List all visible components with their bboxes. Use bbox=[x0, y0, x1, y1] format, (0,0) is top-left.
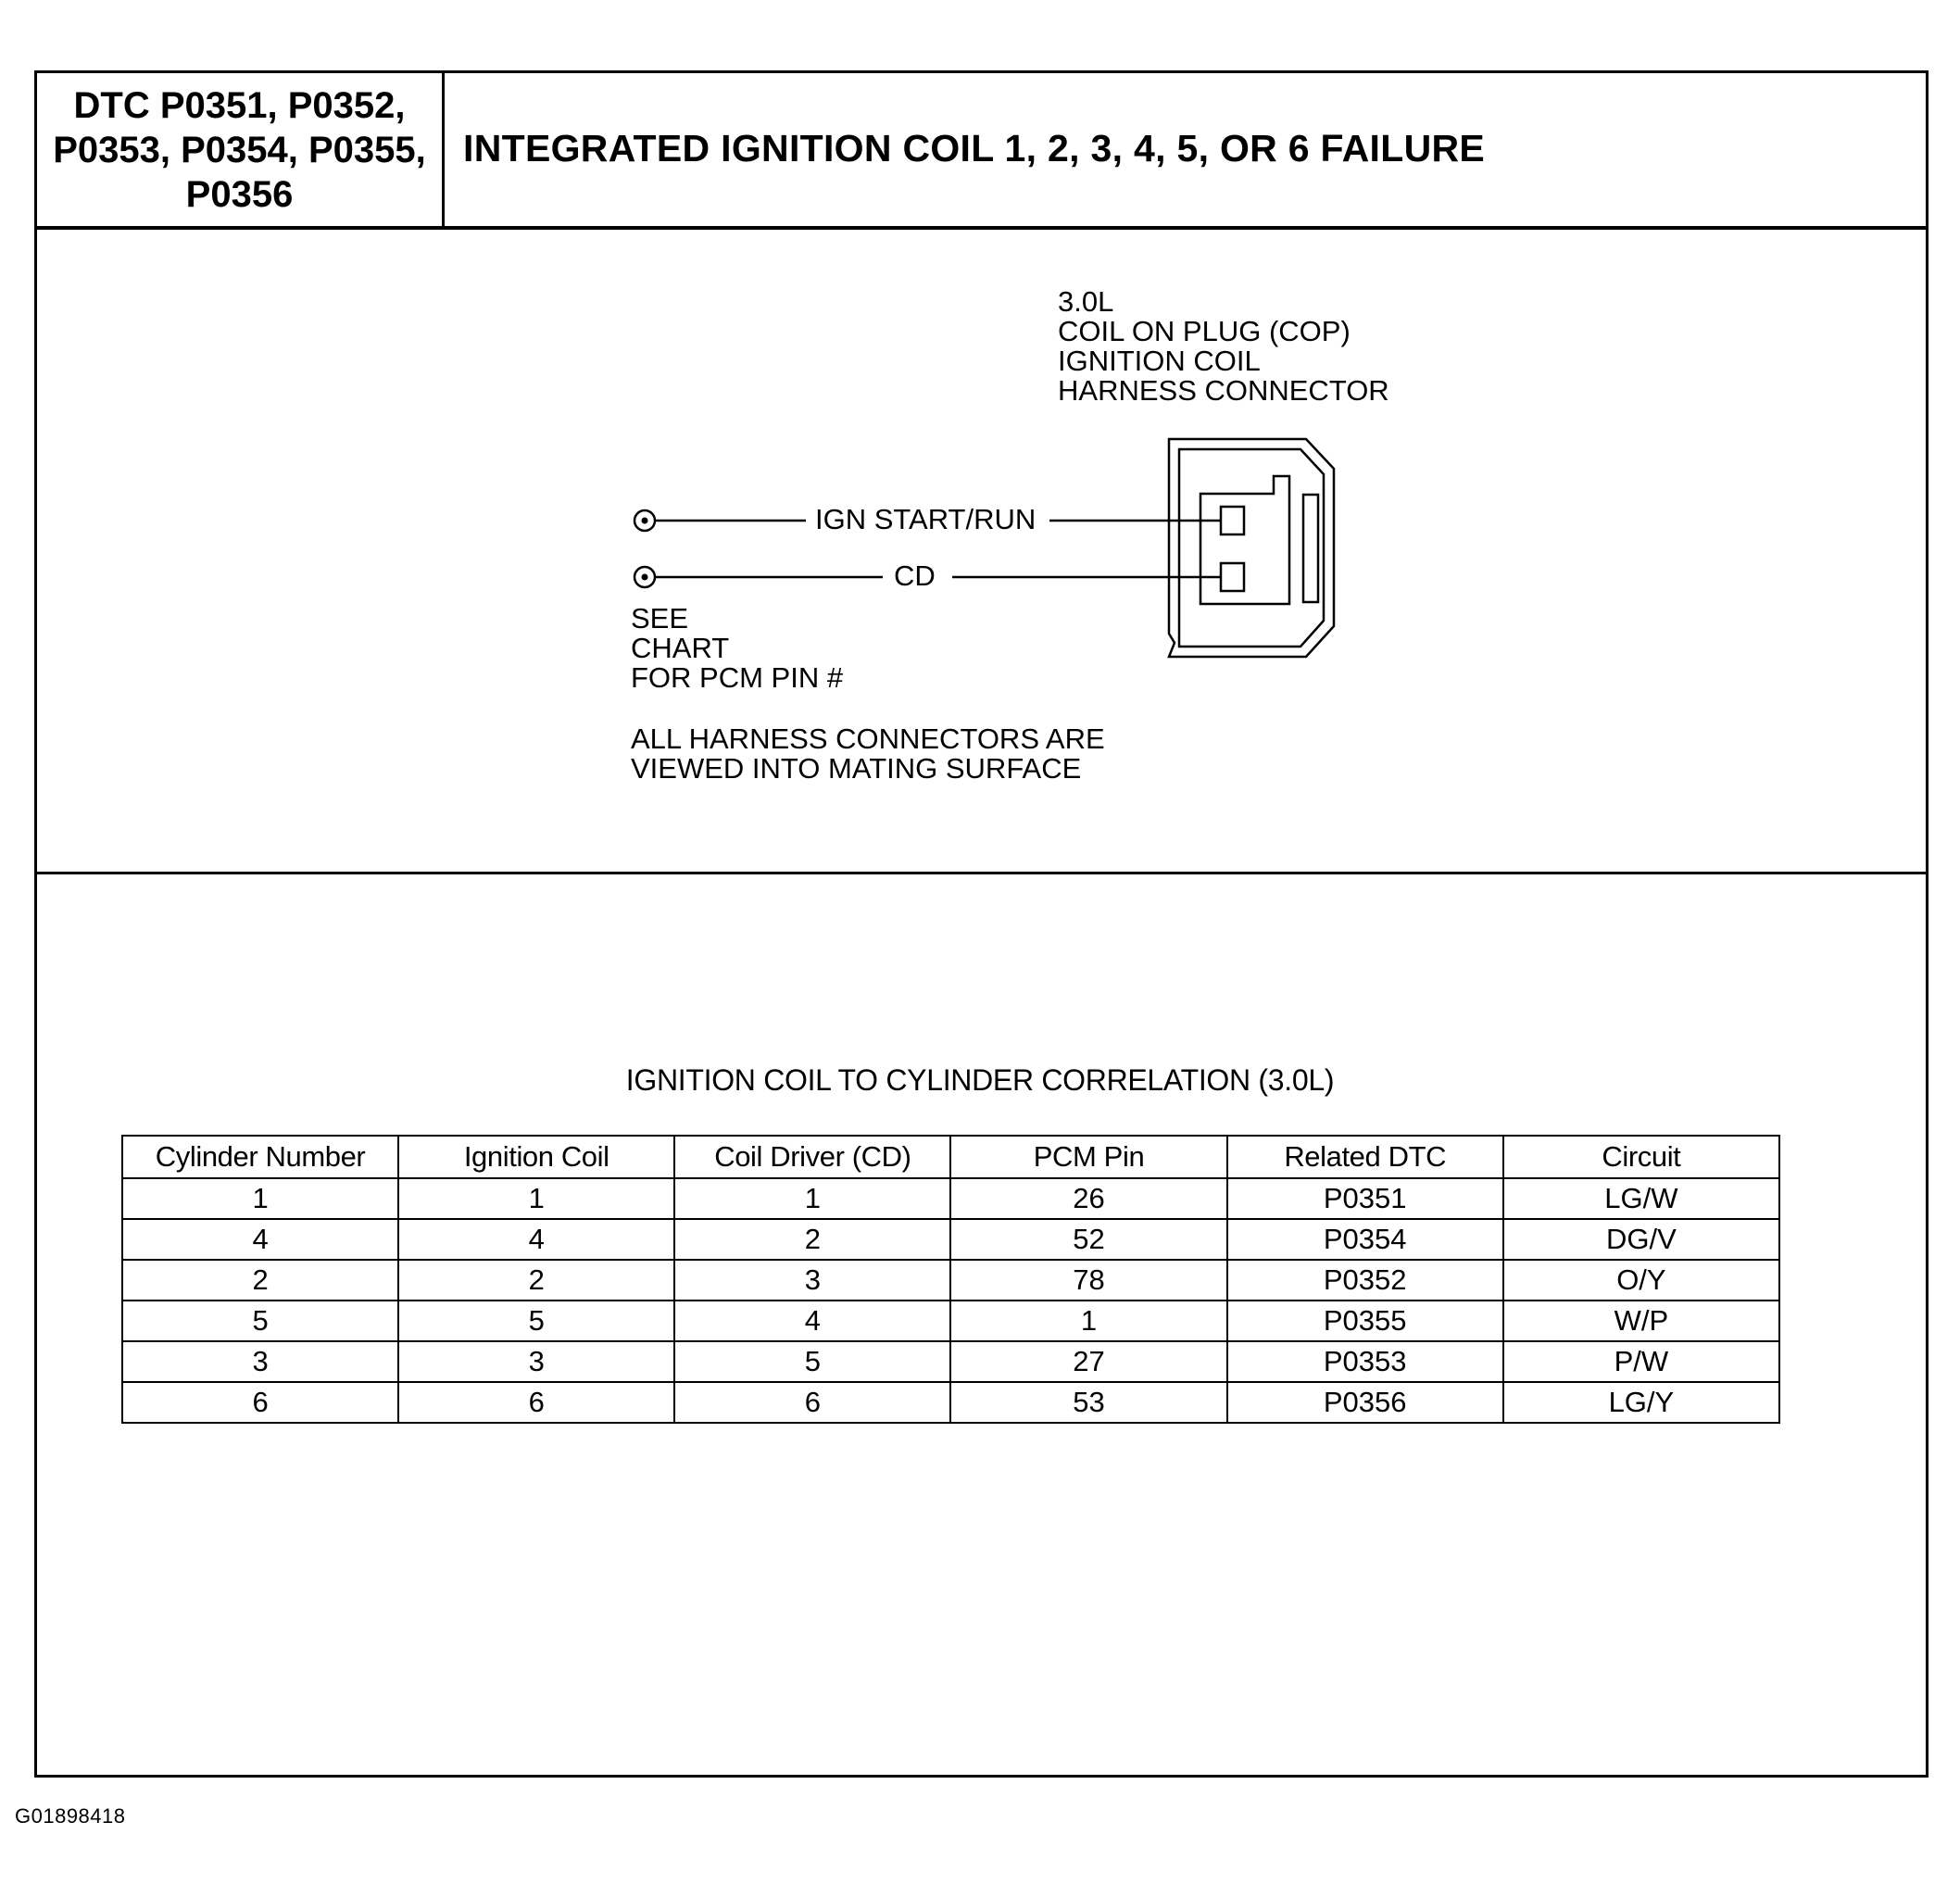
header-row bbox=[37, 73, 1926, 230]
table-cell: 6 bbox=[122, 1382, 398, 1423]
page-frame bbox=[34, 70, 1929, 1778]
column-header: Related DTC bbox=[1227, 1136, 1503, 1178]
table-row bbox=[122, 1301, 1779, 1341]
column-header: Circuit bbox=[1503, 1136, 1779, 1178]
table-row bbox=[122, 1260, 1779, 1301]
cop-harness-connector bbox=[1169, 439, 1334, 657]
table-cell: 5 bbox=[674, 1341, 950, 1382]
table-cell: 4 bbox=[674, 1301, 950, 1341]
table-title: IGNITION COIL TO CYLINDER CORRELATION (3.0L) bbox=[625, 1063, 1335, 1097]
dtc-cell bbox=[37, 73, 445, 226]
table-cell: 3 bbox=[122, 1341, 398, 1382]
terminal-ign-start-run bbox=[634, 510, 655, 531]
correlation-table bbox=[121, 1135, 1780, 1424]
terminal-cd bbox=[634, 567, 655, 587]
table-cell: 6 bbox=[398, 1382, 674, 1423]
viewing-note: ALL HARNESS CONNECTORS ARE VIEWED INTO MATING SURFACE bbox=[631, 723, 1105, 785]
table-cell: P/W bbox=[1503, 1341, 1779, 1382]
see-chart-note: SEE CHART FOR PCM PIN # bbox=[631, 602, 844, 694]
table-cell: 4 bbox=[122, 1219, 398, 1260]
circuit-label-cd: CD bbox=[894, 559, 936, 592]
table-cell: 2 bbox=[398, 1260, 674, 1301]
dtc-codes: DTC P0351, P0352, P0353, P0354, P0355, P0356 bbox=[53, 84, 426, 215]
table-cell: 5 bbox=[398, 1301, 674, 1341]
table-cell: DG/V bbox=[1503, 1219, 1779, 1260]
table-cell: 1 bbox=[122, 1178, 398, 1219]
column-header: Ignition Coil bbox=[398, 1136, 674, 1178]
table-cell: 3 bbox=[674, 1260, 950, 1301]
table-header-row bbox=[122, 1136, 1779, 1178]
table-cell: P0354 bbox=[1227, 1219, 1503, 1260]
table-cell: LG/Y bbox=[1503, 1382, 1779, 1423]
wiring-diagram bbox=[37, 226, 1926, 874]
table-cell: 3 bbox=[398, 1341, 674, 1382]
column-header: Cylinder Number bbox=[122, 1136, 398, 1178]
table-cell: P0355 bbox=[1227, 1301, 1503, 1341]
table-cell: 2 bbox=[122, 1260, 398, 1301]
table-cell: 1 bbox=[674, 1178, 950, 1219]
table-cell: 1 bbox=[398, 1178, 674, 1219]
connector-label: 3.0L COIL ON PLUG (COP) IGNITION COIL HARNESS CONNECTOR bbox=[1058, 285, 1389, 407]
figure-id: G01898418 bbox=[15, 1804, 126, 1828]
table-cell: P0351 bbox=[1227, 1178, 1503, 1219]
table-row bbox=[122, 1178, 1779, 1219]
table-cell: O/Y bbox=[1503, 1260, 1779, 1301]
table-cell: 2 bbox=[674, 1219, 950, 1260]
table-cell: P0352 bbox=[1227, 1260, 1503, 1301]
table-cell: P0356 bbox=[1227, 1382, 1503, 1423]
table-cell: 26 bbox=[950, 1178, 1226, 1219]
column-header: PCM Pin bbox=[950, 1136, 1226, 1178]
page-title: INTEGRATED IGNITION COIL 1, 2, 3, 4, 5, OR 6 FAILURE bbox=[463, 127, 1486, 170]
table-cell: LG/W bbox=[1503, 1178, 1779, 1219]
table-cell: 4 bbox=[398, 1219, 674, 1260]
table-cell: 53 bbox=[950, 1382, 1226, 1423]
table-row bbox=[122, 1341, 1779, 1382]
table-cell: 6 bbox=[674, 1382, 950, 1423]
table-row bbox=[122, 1219, 1779, 1260]
table-cell: W/P bbox=[1503, 1301, 1779, 1341]
column-header: Coil Driver (CD) bbox=[674, 1136, 950, 1178]
table-cell: P0353 bbox=[1227, 1341, 1503, 1382]
circuit-label-ign-start-run: IGN START/RUN bbox=[815, 503, 1037, 535]
table-cell: 78 bbox=[950, 1260, 1226, 1301]
table-cell: 27 bbox=[950, 1341, 1226, 1382]
table-cell: 52 bbox=[950, 1219, 1226, 1260]
table-row bbox=[122, 1382, 1779, 1423]
table-cell: 5 bbox=[122, 1301, 398, 1341]
table-cell: 1 bbox=[950, 1301, 1226, 1341]
